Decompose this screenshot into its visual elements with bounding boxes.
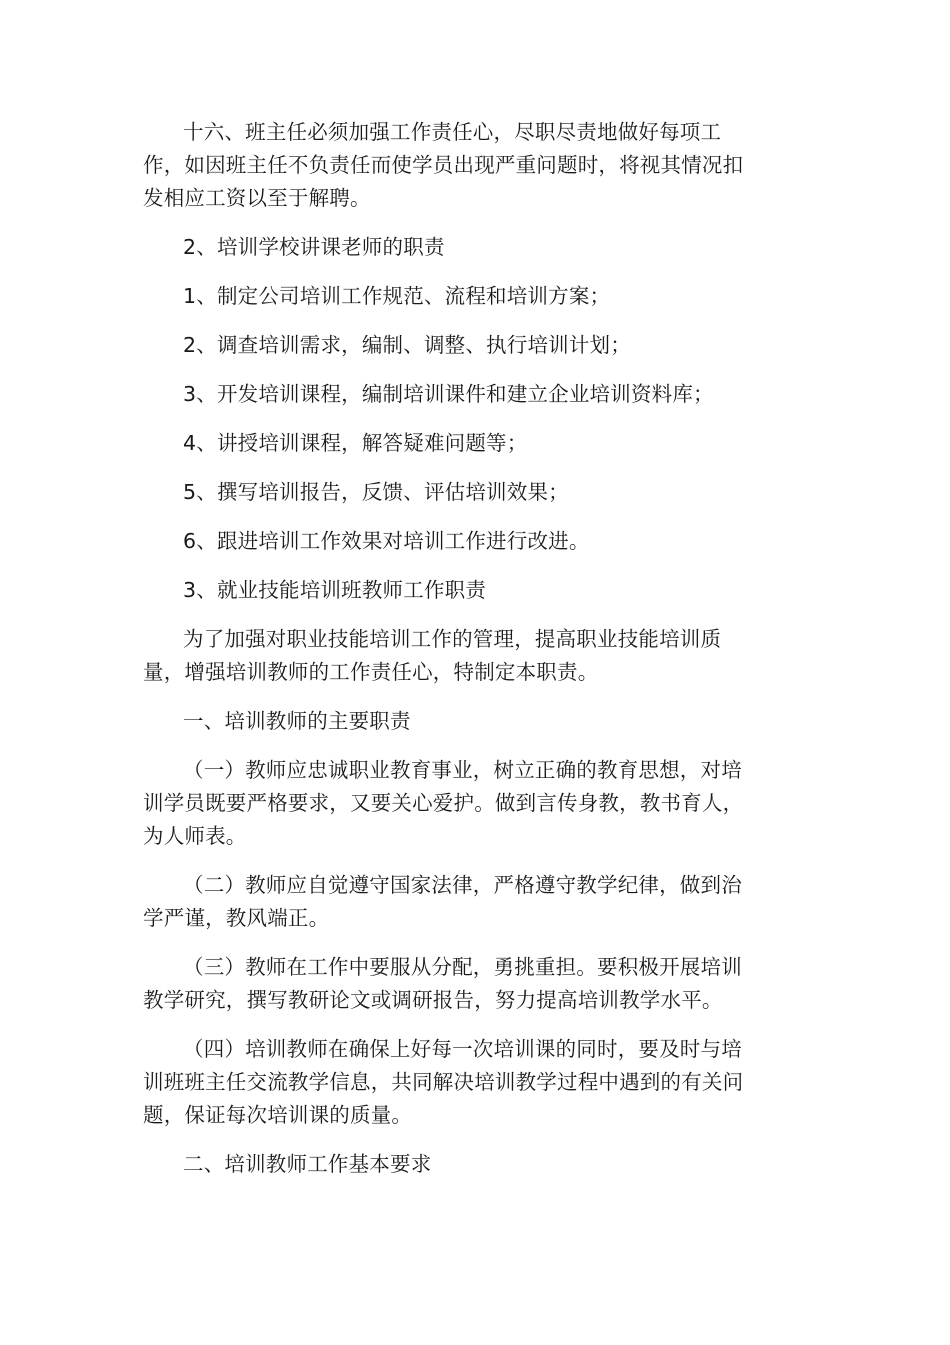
list-item-duty-3: 3、开发培训课程，编制培训课件和建立企业培训资料库； xyxy=(183,382,714,406)
list-item-duty-5: 5、撰写培训报告，反馈、评估培训效果； xyxy=(183,480,569,504)
paragraph-item-4: （四）培训教师在确保上好每一次培训课的同时，要及时与培训班班主任交流教学信息，共同解决培训教学过程中遇到的有关问题，保证每次培训课的质量。 xyxy=(143,1037,744,1127)
subheading-basic-requirements: 二、培训教师工作基本要求 xyxy=(183,1152,432,1176)
list-item-duty-1: 1、制定公司培训工作规范、流程和培训方案； xyxy=(183,284,611,308)
list-item-duty-2: 2、调查培训需求，编制、调整、执行培训计划； xyxy=(183,333,631,357)
section-heading-skills-teacher-duties: 3、就业技能培训班教师工作职责 xyxy=(183,578,487,602)
list-item-duty-4: 4、讲授培训课程，解答疑难问题等； xyxy=(183,431,528,455)
subheading-main-duties: 一、培训教师的主要职责 xyxy=(183,709,411,733)
paragraph-item-1: （一）教师应忠诚职业教育事业，树立正确的教育思想，对培训学员既要严格要求，又要关心爱护。做到言传身教，教书育人，为人师表。 xyxy=(143,758,744,848)
section-heading-lecturer-duties: 2、培训学校讲课老师的职责 xyxy=(183,235,445,259)
paragraph-intro: 为了加强对职业技能培训工作的管理，提高职业技能培训质量，增强培训教师的工作责任心，特制定本职责。 xyxy=(143,627,722,684)
paragraph-class-teacher-rule-16: 十六、班主任必须加强工作责任心，尽职尽责地做好每项工作，如因班主任不负责任而使学员出现严重问题时，将视其情况扣发相应工资以至于解聘。 xyxy=(143,120,744,210)
document-body xyxy=(143,116,755,1197)
list-item-duty-6: 6、跟进培训工作效果对培训工作进行改进。 xyxy=(183,529,590,553)
paragraph-item-2: （二）教师应自觉遵守国家法律，严格遵守教学纪律，做到治学严谨，教风端正。 xyxy=(143,873,742,930)
paragraph-item-3: （三）教师在工作中要服从分配，勇挑重担。要积极开展培训教学研究，撰写教研论文或调研报告，努力提高培训教学水平。 xyxy=(143,955,742,1012)
